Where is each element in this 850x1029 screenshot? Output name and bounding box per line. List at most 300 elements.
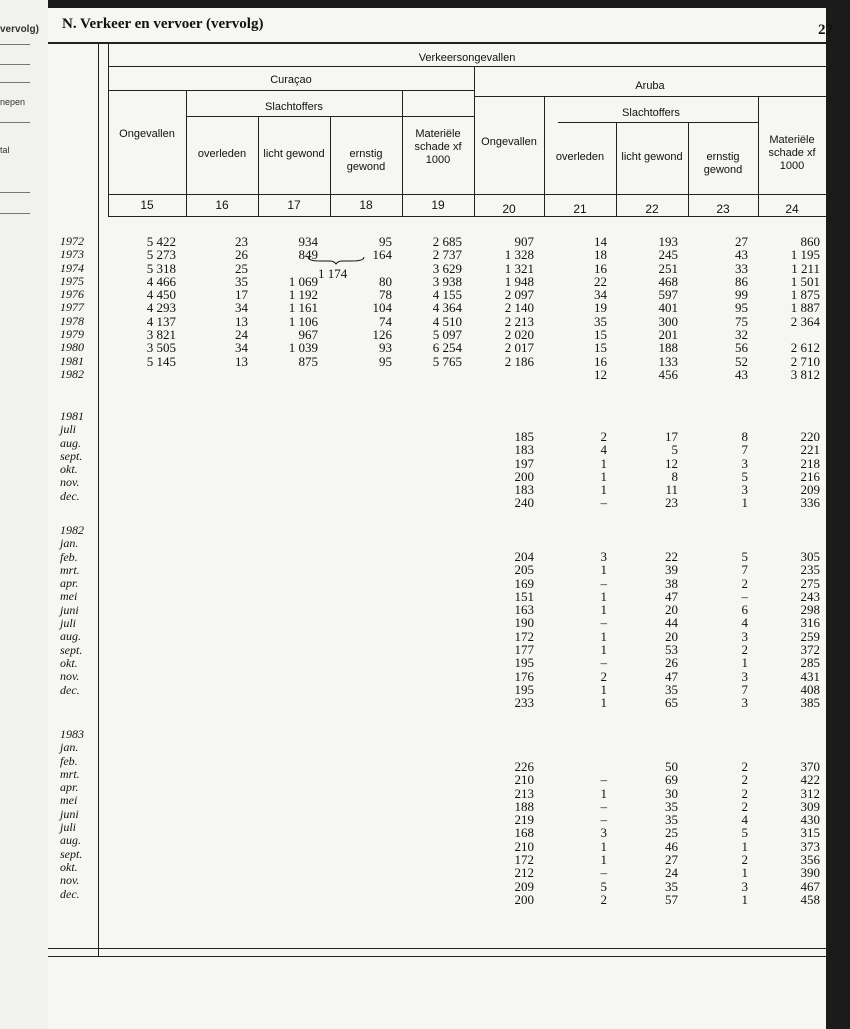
cell: 356 [800, 852, 820, 868]
cell: – [600, 495, 607, 511]
row-label: juni [60, 602, 79, 617]
cell: 19 [594, 300, 607, 316]
row-label: juli [60, 422, 77, 437]
cell: 172 [514, 628, 534, 644]
cell: 197 [514, 455, 534, 471]
column-schade-aruba [791, 235, 820, 381]
cell: 1 [741, 655, 748, 671]
cell: – [741, 588, 748, 604]
row-label: 1982 [60, 523, 84, 537]
cell: 190 [514, 615, 534, 631]
cell: 316 [800, 615, 820, 631]
month-labels-1982 [60, 524, 84, 697]
column-number: 17 [287, 198, 301, 212]
cell: 57 [665, 891, 678, 907]
cell: 188 [514, 798, 534, 814]
column-number: 23 [716, 202, 730, 216]
combined-1974-value: 1 174 [318, 266, 348, 281]
cell: 3 [741, 628, 748, 644]
cell: 2 710 [790, 353, 820, 369]
cell: 907 [514, 234, 534, 249]
cell [147, 368, 176, 381]
cell: 6 [741, 602, 748, 618]
year-labels [60, 235, 84, 381]
prev-page-header: vervolg) [0, 24, 39, 35]
cell: 2 [741, 772, 748, 788]
cell: 315 [800, 825, 820, 841]
cell: – [600, 615, 607, 631]
row-label: 1979 [60, 327, 84, 342]
previous-page-edge [0, 0, 48, 1029]
cell: 34 [594, 287, 607, 303]
cell: 4 [741, 812, 748, 828]
cell: 209 [514, 878, 534, 894]
cell: 17 [665, 429, 678, 444]
cell: 221 [800, 442, 820, 458]
row-label: nov. [60, 873, 80, 888]
cell: 183 [514, 442, 534, 458]
row-label: dec. [60, 886, 80, 901]
month-labels-1981 [60, 410, 84, 503]
row-label: juni [60, 806, 79, 821]
cell: 259 [800, 628, 820, 644]
row-label: dec. [60, 488, 80, 503]
cell: 75 [735, 313, 748, 329]
column-schade-curacao [433, 235, 462, 381]
cell: 95 [379, 353, 392, 369]
column-licht-gewond-aruba-1981 [665, 430, 678, 510]
cell: 99 [735, 287, 748, 303]
cell: 188 [658, 340, 678, 356]
column-number: 15 [140, 198, 154, 212]
cell: 24 [665, 865, 678, 881]
cell: 2 [600, 429, 607, 444]
cell: 13 [235, 353, 248, 369]
cell: 2 [741, 575, 748, 591]
row-label: juli [60, 820, 77, 835]
cell: 39 [665, 562, 678, 578]
prev-page-snippet: tal [0, 145, 10, 155]
cell: 2 737 [432, 247, 462, 263]
cell: 372 [800, 642, 820, 658]
cell: 12 [665, 455, 678, 471]
column-schade-aruba-1982 [801, 550, 821, 710]
cell: 86 [735, 273, 748, 289]
cell: 26 [665, 655, 678, 671]
column-number: 16 [215, 198, 229, 212]
row-label: okt. [60, 462, 78, 477]
cell: 1 211 [791, 260, 820, 276]
cell: 30 [665, 785, 678, 801]
cell: 431 [800, 668, 820, 684]
cell: – [600, 798, 607, 814]
cell: 18 [594, 247, 607, 263]
cell: 1 [600, 562, 607, 578]
cell: 468 [658, 273, 678, 289]
cell: 3 [741, 668, 748, 684]
cell [289, 368, 318, 381]
cell: 56 [735, 340, 748, 356]
cell: 3 821 [146, 327, 176, 343]
row-label: nov. [60, 475, 80, 490]
cell: 4 293 [146, 300, 176, 316]
row-label: 1972 [60, 234, 84, 248]
cell: 16 [594, 260, 607, 276]
cell [433, 368, 462, 381]
cell: 422 [800, 772, 820, 788]
cell: 2 [600, 668, 607, 684]
cell: 172 [514, 852, 534, 868]
row-label: feb. [60, 549, 78, 564]
page-number: 27 [818, 22, 833, 38]
cell: 35 [665, 798, 678, 814]
column-overleden-aruba-1982 [601, 550, 608, 710]
cell: 2 [600, 891, 607, 907]
row-label: 1981 [60, 353, 84, 368]
cell: 7 [741, 681, 748, 697]
cell: 1 [600, 602, 607, 618]
column-overleden-aruba [594, 235, 607, 381]
header-ernstig-gewond: ernstig gewond [346, 148, 386, 173]
row-label: mei [60, 793, 78, 808]
cell: 5 765 [432, 353, 462, 369]
cell: 2 685 [432, 234, 462, 249]
cell: 2 [741, 642, 748, 658]
column-licht-gewond-aruba [659, 235, 679, 381]
row-label: okt. [60, 655, 78, 670]
cell: 47 [665, 668, 678, 684]
cell: 305 [800, 549, 820, 564]
cell: 390 [800, 865, 820, 881]
header-ongevallen: Ongevallen [119, 128, 175, 140]
header-overleden-aruba: overleden [555, 151, 605, 163]
cell [373, 262, 393, 275]
cell: 1 [600, 695, 607, 711]
cell: 12 [594, 366, 607, 382]
column-ongevallen-aruba [505, 235, 534, 381]
cell: 74 [379, 313, 392, 329]
cell: 35 [665, 878, 678, 894]
cell: 38 [665, 575, 678, 591]
cell: 27 [735, 234, 748, 249]
cell: 5 097 [432, 327, 462, 343]
cell: 2 020 [504, 327, 534, 343]
cell: 80 [379, 273, 392, 289]
row-label: aug. [60, 435, 81, 450]
cell: 2 364 [790, 313, 820, 329]
cell: 1 195 [790, 247, 820, 263]
cell: 46 [665, 838, 678, 854]
cell: 1 321 [504, 260, 534, 276]
row-label: 1978 [60, 313, 84, 328]
cell: 15 [594, 340, 607, 356]
cell: 1 [600, 642, 607, 658]
row-label: mrt. [60, 766, 80, 781]
cell: 183 [514, 482, 534, 498]
row-label: jan. [60, 740, 79, 755]
cell: 275 [800, 575, 820, 591]
cell: 164 [372, 247, 392, 263]
cell: 1 [600, 482, 607, 498]
column-ernstig-gewond-aruba-1983 [742, 760, 749, 906]
cell: 3 [741, 455, 748, 471]
cell: 934 [298, 234, 318, 249]
header-licht-gewond-aruba: licht gewond [621, 151, 683, 163]
prev-page-snippet: nepen [0, 97, 26, 107]
cell: 93 [379, 340, 392, 356]
cell: 1 069 [288, 273, 318, 289]
cell: 20 [665, 628, 678, 644]
cell: 32 [735, 327, 748, 343]
cell: 14 [594, 234, 607, 249]
cell: 1 501 [790, 273, 820, 289]
cell: 967 [298, 327, 318, 343]
cell: 285 [800, 655, 820, 671]
cell: 597 [658, 287, 678, 303]
cell: 210 [514, 838, 534, 854]
column-number: 22 [645, 202, 659, 216]
cell: 3 938 [432, 273, 462, 289]
cell: 3 [741, 482, 748, 498]
cell: 16 [594, 353, 607, 369]
cell: 3 [600, 825, 607, 841]
cell: 245 [658, 247, 678, 263]
row-label: jan. [60, 536, 79, 551]
cell: 35 [665, 812, 678, 828]
cell: 385 [800, 695, 820, 711]
cell: 226 [514, 759, 534, 774]
cell: 1 [600, 681, 607, 697]
cell: 1 192 [288, 287, 318, 303]
column-ernstig-gewond-curacao [373, 235, 393, 381]
cell: 1 948 [504, 273, 534, 289]
cell: 209 [800, 482, 820, 498]
cell: 1 [600, 455, 607, 471]
row-label: 1980 [60, 340, 84, 355]
cell: 95 [379, 234, 392, 249]
month-labels-1983 [60, 728, 84, 901]
cell: 456 [658, 366, 678, 382]
cell: 200 [514, 891, 534, 907]
cell: 201 [658, 327, 678, 343]
header-aruba: Aruba [635, 80, 665, 92]
cell: 2 [741, 785, 748, 801]
cell: 3 505 [146, 340, 176, 356]
cell: 2 017 [504, 340, 534, 356]
cell: 1 [600, 838, 607, 854]
row-label: aug. [60, 629, 81, 644]
cell [505, 368, 534, 381]
cell: 5 318 [146, 260, 176, 276]
cell: 5 273 [146, 247, 176, 263]
cell: 458 [800, 891, 820, 907]
header-curacao: Curaçao [270, 74, 312, 86]
cell: 185 [514, 429, 534, 444]
row-label: apr. [60, 576, 79, 591]
cell: 2 [741, 759, 748, 774]
cell: 370 [800, 759, 820, 774]
cell: 2 612 [790, 340, 820, 356]
cell: 22 [594, 273, 607, 289]
cell: 1 875 [790, 287, 820, 303]
cell: 233 [514, 695, 534, 711]
cell: 35 [665, 681, 678, 697]
cell: 860 [800, 234, 820, 249]
column-overleden-aruba-1981 [601, 430, 608, 510]
cell: 1 [600, 628, 607, 644]
row-label: apr. [60, 780, 79, 795]
row-label: feb. [60, 753, 78, 768]
cell: 163 [514, 602, 534, 618]
cell: 151 [514, 588, 534, 604]
column-number: 21 [573, 202, 587, 216]
cell: 20 [665, 602, 678, 618]
cell: 26 [235, 247, 248, 263]
cell: 33 [735, 260, 748, 276]
header-slachtoffers-aruba: Slachtoffers [622, 107, 680, 119]
cell [791, 328, 820, 341]
cell: 27 [665, 852, 678, 868]
cell: 5 422 [146, 234, 176, 249]
cell: – [600, 575, 607, 591]
cell: 3 [741, 695, 748, 711]
cell: 50 [665, 759, 678, 774]
cell: 243 [800, 588, 820, 604]
cell: 44 [665, 615, 678, 631]
cell: – [600, 772, 607, 788]
cell: 17 [235, 287, 248, 303]
column-licht-gewond-curacao [289, 235, 318, 381]
cell: 240 [514, 495, 534, 511]
cell: 2 186 [504, 353, 534, 369]
cell: 401 [658, 300, 678, 316]
cell: 1 039 [288, 340, 318, 356]
cell: 193 [658, 234, 678, 249]
cell: 216 [800, 468, 820, 484]
cell: 3 812 [790, 366, 820, 382]
cell: 6 254 [432, 340, 462, 356]
cell: 3 [600, 549, 607, 564]
cell: 78 [379, 287, 392, 303]
column-schade-aruba-1981 [801, 430, 821, 510]
cell: 1 [741, 865, 748, 881]
cell: 1 106 [288, 313, 318, 329]
cell: 1 [741, 891, 748, 907]
row-label: mei [60, 589, 78, 604]
cell: 4 450 [146, 287, 176, 303]
cell: 849 [298, 247, 318, 263]
cell: 43 [735, 366, 748, 382]
cell: 4 [600, 442, 607, 458]
cell: 1 328 [504, 247, 534, 263]
cell: 35 [235, 273, 248, 289]
cell: 4 510 [432, 313, 462, 329]
cell: 3 629 [432, 260, 462, 276]
cell: 3 [741, 878, 748, 894]
row-label: dec. [60, 682, 80, 697]
cell: 7 [741, 442, 748, 458]
cell [289, 262, 318, 275]
header-ernstig-gewond-aruba: ernstig gewond [703, 151, 743, 176]
row-label: 1975 [60, 273, 84, 288]
cell: 336 [800, 495, 820, 511]
column-schade-aruba-1983 [801, 760, 821, 906]
row-label: aug. [60, 833, 81, 848]
row-label: sept. [60, 846, 83, 861]
row-label: nov. [60, 669, 80, 684]
cell: 5 [671, 442, 678, 458]
header-ongevallen-aruba: Ongevallen [481, 136, 537, 148]
cell: 25 [665, 825, 678, 841]
cell: 373 [800, 838, 820, 854]
cell: 4 364 [432, 300, 462, 316]
cell: 212 [514, 865, 534, 881]
row-label: 1981 [60, 409, 84, 423]
cell: 25 [235, 260, 248, 276]
cell: 8 [741, 429, 748, 444]
cell: 195 [514, 655, 534, 671]
statistics-page [48, 8, 833, 1029]
column-licht-gewond-aruba-1982 [665, 550, 678, 710]
cell: 43 [735, 247, 748, 263]
cell: 251 [658, 260, 678, 276]
cell: 218 [800, 455, 820, 471]
cell: 1 [600, 588, 607, 604]
column-number: 20 [502, 202, 516, 216]
cell: 5 [600, 878, 607, 894]
cell: 8 [671, 468, 678, 484]
cell: 2 [741, 798, 748, 814]
cell: 213 [514, 785, 534, 801]
column-ongevallen-aruba-1983 [515, 760, 535, 906]
header-slachtoffers-curacao: Slachtoffers [265, 101, 323, 113]
cell: 235 [800, 562, 820, 578]
cell: 298 [800, 602, 820, 618]
row-label: mrt. [60, 562, 80, 577]
cell: 1 [600, 852, 607, 868]
cell: 53 [665, 642, 678, 658]
column-ongevallen-curacao [147, 235, 176, 381]
cell: 126 [372, 327, 392, 343]
cell: 5 145 [146, 353, 176, 369]
cell: 15 [594, 327, 607, 343]
cell [235, 368, 248, 381]
header-licht-gewond: licht gewond [263, 148, 325, 160]
section-title: N. Verkeer en vervoer (vervolg) [62, 16, 264, 32]
column-ongevallen-aruba-1981 [515, 430, 535, 510]
header-materiele-schade: Materiële schade xf 1000 [414, 128, 462, 166]
cell: 65 [665, 695, 678, 711]
cell: 300 [658, 313, 678, 329]
cell: 7 [741, 562, 748, 578]
cell: 1 [741, 838, 748, 854]
column-ernstig-gewond-aruba [735, 235, 748, 381]
column-number: 24 [785, 202, 799, 216]
cell: 95 [735, 300, 748, 316]
column-number: 19 [431, 198, 445, 212]
cell: 2 140 [504, 300, 534, 316]
cell: 22 [665, 549, 678, 564]
cell: 467 [800, 878, 820, 894]
row-label: 1973 [60, 247, 84, 262]
cell: 34 [235, 340, 248, 356]
row-label: 1983 [60, 727, 84, 741]
cell [373, 368, 393, 381]
cell: 23 [235, 234, 248, 249]
row-label: juli [60, 616, 77, 631]
cell: 205 [514, 562, 534, 578]
cell: 220 [800, 429, 820, 444]
